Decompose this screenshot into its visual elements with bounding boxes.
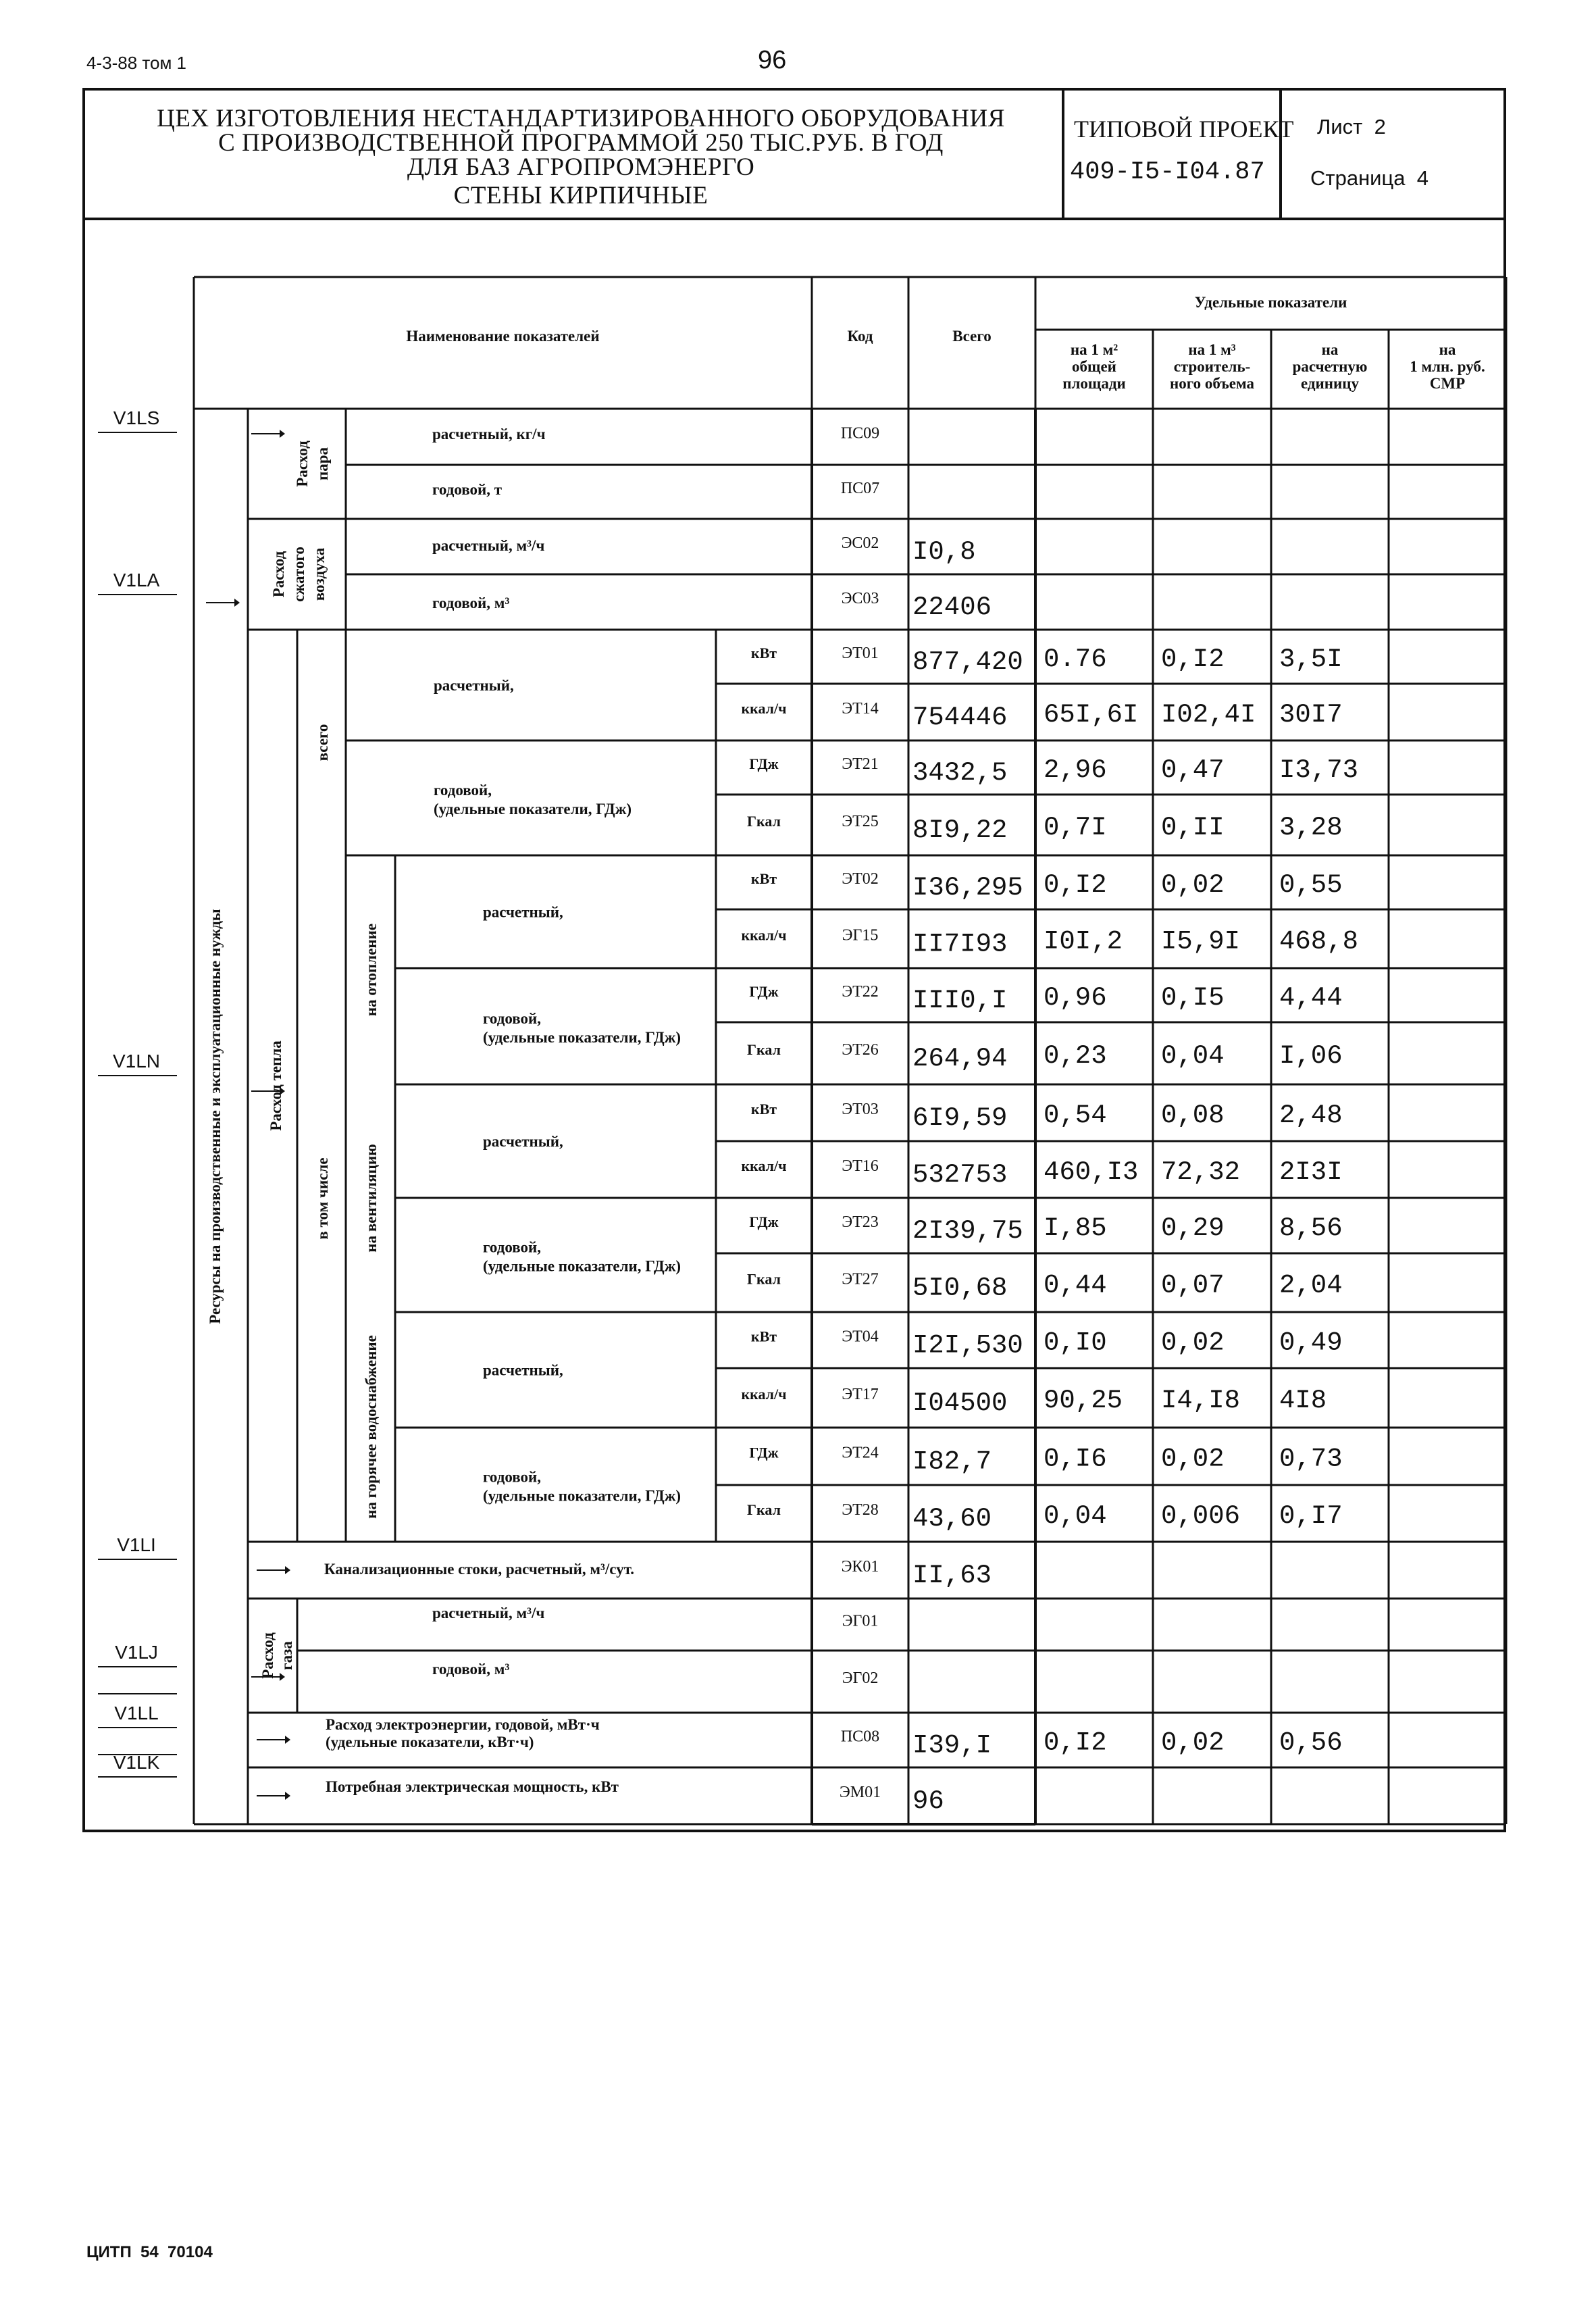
heating-label: на отопление <box>363 923 380 1017</box>
steam-calc-label: расчетный, кг/ч <box>432 426 546 443</box>
unit-cell: ккал/ч <box>741 1386 787 1403</box>
total-cell: 264,94 <box>912 1044 1008 1074</box>
per-volume-cell: 0,I2 <box>1161 645 1225 674</box>
code-cell: ЭС03 <box>841 590 879 607</box>
heat-total-label: всего <box>314 724 331 761</box>
total-cell: 754446 <box>912 703 1008 732</box>
per-volume-cell: 0,08 <box>1161 1101 1225 1130</box>
header-specific-sub: строитель- <box>1173 358 1251 375</box>
code-cell: ЭС02 <box>841 534 879 552</box>
per-unit-cell: 0,56 <box>1279 1728 1343 1758</box>
total-cell: 96 <box>912 1786 944 1816</box>
unit-cell: ГДж <box>749 1444 779 1461</box>
unit-cell: ГДж <box>749 983 779 1000</box>
per-unit-cell: 0,73 <box>1279 1444 1343 1474</box>
arrow-head <box>285 1792 290 1800</box>
per-volume-cell: 0,47 <box>1161 755 1225 785</box>
code-cell: ЭТ01 <box>842 645 879 662</box>
header-specific-sub: общей <box>1072 358 1116 375</box>
resources-label: Ресурсы на производственные и эксплуатационные нужды <box>207 909 224 1324</box>
per-unit-cell: 0,I7 <box>1279 1501 1343 1531</box>
year-note-label: (удельные показатели, ГДж) <box>434 801 632 818</box>
gas-group-label: газа <box>278 1641 295 1670</box>
header-specific-sub: на <box>1439 341 1456 358</box>
project-number: 409-I5-I04.87 <box>1070 158 1265 186</box>
unit-cell: Гкал <box>747 1041 781 1058</box>
total-cell: 8I9,22 <box>912 815 1008 845</box>
code-cell: ЭТ27 <box>842 1270 879 1288</box>
unit-cell: ГДж <box>749 755 779 772</box>
arrow-head <box>285 1736 290 1744</box>
per-volume-cell: 0,07 <box>1161 1270 1225 1301</box>
code-cell: ЭТ28 <box>842 1501 879 1519</box>
per-unit-cell: 3,28 <box>1279 813 1343 842</box>
header-total: Всего <box>952 328 992 345</box>
code-cell: ЭГ02 <box>842 1669 879 1687</box>
per-area-cell: 0,44 <box>1044 1270 1107 1301</box>
code-cell: ЭТ23 <box>842 1213 879 1231</box>
header-specific-sub: на <box>1321 341 1339 358</box>
code-cell: ЭТ26 <box>842 1041 879 1059</box>
side-label-v1ls: V1LS <box>113 407 160 428</box>
unit-cell: ккал/ч <box>741 926 787 944</box>
air-group-label: сжатого <box>290 547 307 602</box>
year-note-label: (удельные показатели, ГДж) <box>483 1257 681 1275</box>
code-cell: ЭМ01 <box>839 1784 881 1801</box>
per-area-cell: I0I,2 <box>1044 926 1123 957</box>
per-unit-cell: 4I8 <box>1279 1386 1327 1415</box>
side-label-v1lk: V1LK <box>113 1752 160 1773</box>
per-volume-cell: 0,02 <box>1161 1444 1225 1474</box>
side-label-v1lj: V1LJ <box>115 1642 158 1663</box>
code-cell: ЭТ02 <box>842 870 879 888</box>
per-unit-cell: 0,55 <box>1279 870 1343 900</box>
total-cell: 22406 <box>912 593 992 622</box>
header-specific-sub: расчетную <box>1292 358 1368 375</box>
total-cell: II,63 <box>912 1561 992 1590</box>
total-cell: 877,420 <box>912 647 1023 677</box>
per-area-cell: 0,23 <box>1044 1041 1107 1071</box>
per-area-cell: 460,I3 <box>1044 1157 1139 1187</box>
per-area-cell: 0,7I <box>1044 813 1107 842</box>
air-year-label: годовой, м³ <box>432 595 510 611</box>
total-cell: 532753 <box>912 1160 1008 1190</box>
per-area-cell: 0,I2 <box>1044 1728 1107 1758</box>
per-area-cell: 0,I0 <box>1044 1328 1107 1358</box>
header-specific-sub: СМР <box>1429 375 1466 392</box>
per-volume-cell: 0,02 <box>1161 870 1225 900</box>
header-specific-sub: ного объема <box>1170 375 1254 392</box>
total-cell: I04500 <box>912 1388 1008 1418</box>
per-area-cell: 2,96 <box>1044 755 1107 785</box>
unit-cell: кВт <box>750 645 777 661</box>
page-number: 96 <box>758 46 787 74</box>
year-label: годовой, <box>483 1468 542 1486</box>
total-cell: I39,I <box>912 1730 992 1761</box>
heat-group-label: Расход тепла <box>267 1040 284 1131</box>
per-volume-cell: I4,I8 <box>1161 1386 1241 1415</box>
per-volume-cell: 0,02 <box>1161 1728 1225 1758</box>
ventilation-label: на вентиляцию <box>363 1144 380 1253</box>
per-unit-cell: 2,04 <box>1279 1270 1343 1301</box>
per-volume-cell: 0,02 <box>1161 1328 1225 1358</box>
side-label-v1ln: V1LN <box>112 1051 161 1072</box>
side-label-v1la: V1LA <box>113 570 160 590</box>
total-cell: I36,295 <box>912 873 1023 903</box>
total-cell: I82,7 <box>912 1447 992 1477</box>
power-label: Потребная электрическая мощность, кВт <box>326 1778 619 1795</box>
unit-cell: кВт <box>750 1328 777 1345</box>
per-volume-cell: I02,4I <box>1161 700 1256 730</box>
steam-year-label: годовой, т <box>432 481 503 498</box>
title-line-1: ЦЕХ ИЗГОТОВЛЕНИЯ НЕСТАНДАРТИЗИРОВАННОГО ОБОРУДОВАНИЯ <box>157 105 1005 132</box>
per-unit-cell: 2,48 <box>1279 1101 1343 1130</box>
header-specific: Удельные показатели <box>1194 294 1347 311</box>
title-line-2: С ПРОИЗВОДСТВЕННОЙ ПРОГРАММОЙ 250 ТЫС.РУБ. В ГОД <box>218 129 944 157</box>
year-label: годовой, <box>483 1010 542 1027</box>
gas-group-label: Расход <box>259 1632 276 1679</box>
per-volume-cell: 0,04 <box>1161 1041 1225 1071</box>
total-cell: 6I9,59 <box>912 1103 1008 1133</box>
code-cell: ПС09 <box>840 424 880 443</box>
total-cell: II7I93 <box>912 929 1008 959</box>
calc-label: расчетный, <box>483 1133 563 1150</box>
calc-label: расчетный, <box>434 677 514 694</box>
arrow-head <box>280 430 285 438</box>
code-cell: ПС07 <box>840 480 880 497</box>
per-area-cell: 0,96 <box>1044 983 1107 1013</box>
project-label: ТИПОВОЙ ПРОЕКТ <box>1074 116 1294 143</box>
total-cell: III0,I <box>912 986 1008 1015</box>
title-line-3: ДЛЯ БАЗ АГРОПРОМЭНЕРГО <box>407 153 755 181</box>
arrow-head <box>234 599 240 607</box>
per-volume-cell: 0,006 <box>1161 1501 1241 1531</box>
code-cell: ЭТ14 <box>842 700 879 718</box>
title-line-4: СТЕНЫ КИРПИЧНЫЕ <box>453 182 709 209</box>
air-group-label: Расход <box>270 551 287 598</box>
air-group-label: воздуха <box>311 547 328 601</box>
total-cell: 2I39,75 <box>912 1216 1023 1246</box>
per-unit-cell: 8,56 <box>1279 1213 1343 1243</box>
per-unit-cell: 4,44 <box>1279 983 1343 1013</box>
air-calc-label: расчетный, м³/ч <box>432 537 545 554</box>
document-reference: 4-3-88 том 1 <box>86 53 187 73</box>
unit-cell: кВт <box>750 870 777 887</box>
code-cell: ЭТ25 <box>842 813 879 830</box>
code-cell: ПС08 <box>840 1728 880 1746</box>
header-code: Код <box>847 328 873 345</box>
per-unit-cell: 2I3I <box>1279 1157 1343 1187</box>
per-unit-cell: 3,5I <box>1279 645 1343 674</box>
per-unit-cell: I3,73 <box>1279 755 1359 785</box>
arrow-head <box>285 1566 290 1574</box>
calc-label: расчетный, <box>483 1361 563 1379</box>
code-cell: ЭТ04 <box>842 1328 879 1346</box>
calc-label: расчетный, <box>483 903 563 921</box>
per-area-cell: 65I,6I <box>1044 700 1139 730</box>
unit-cell: ккал/ч <box>741 700 787 717</box>
electricity-note-label: (удельные показатели, кВт·ч) <box>326 1734 534 1751</box>
year-note-label: (удельные показатели, ГДж) <box>483 1487 681 1505</box>
unit-cell: ккал/ч <box>741 1157 787 1174</box>
steam-group-label: Расход <box>294 441 311 487</box>
per-volume-cell: I5,9I <box>1161 926 1241 957</box>
footer-code: ЦИТП 54 70104 <box>86 2243 213 2261</box>
header-specific-sub: площади <box>1062 375 1126 392</box>
code-cell: ЭТ16 <box>842 1157 879 1175</box>
per-unit-cell: 30I7 <box>1279 700 1343 730</box>
header-specific-sub: на 1 м² <box>1070 341 1118 358</box>
gas-calc-label: расчетный, м³/ч <box>432 1605 545 1621</box>
code-cell: ЭТ24 <box>842 1444 879 1462</box>
total-cell: 5I0,68 <box>912 1273 1008 1303</box>
code-cell: ЭТ03 <box>842 1101 879 1118</box>
unit-cell: Гкал <box>747 813 781 830</box>
unit-cell: Гкал <box>747 1501 781 1518</box>
sheet-number: Лист 2 <box>1317 115 1386 139</box>
per-volume-cell: 0,I5 <box>1161 983 1225 1013</box>
total-cell: 43,60 <box>912 1504 992 1534</box>
per-area-cell: 0,I6 <box>1044 1444 1107 1474</box>
code-cell: ЭТ21 <box>842 755 879 773</box>
page-in-set: Страница 4 <box>1310 166 1428 190</box>
total-cell: 3432,5 <box>912 758 1008 788</box>
header-specific-sub: на 1 м³ <box>1188 341 1236 358</box>
header-specific-sub: единицу <box>1300 375 1360 392</box>
unit-cell: Гкал <box>747 1270 781 1288</box>
year-label: годовой, <box>483 1238 542 1256</box>
per-area-cell: 0.76 <box>1044 645 1107 674</box>
electricity-label: Расход электроэнергии, годовой, мВт·ч <box>326 1716 600 1733</box>
header-name: Наименование показателей <box>406 328 600 345</box>
per-unit-cell: I,06 <box>1279 1041 1343 1071</box>
sewage-label: Канализационные стоки, расчетный, м³/сут. <box>324 1561 635 1578</box>
side-label-v1li: V1LI <box>117 1534 156 1555</box>
per-unit-cell: 468,8 <box>1279 926 1359 957</box>
code-cell: ЭГ01 <box>842 1612 879 1630</box>
per-unit-cell: 0,49 <box>1279 1328 1343 1358</box>
code-cell: ЭТ22 <box>842 983 879 1001</box>
year-label: годовой, <box>434 782 492 799</box>
unit-cell: ГДж <box>749 1213 779 1230</box>
code-cell: ЭТ17 <box>842 1386 879 1403</box>
hot-water-label: на горячее водоснабжение <box>363 1335 380 1519</box>
total-cell: I2I,530 <box>912 1330 1023 1361</box>
code-cell: ЭГ15 <box>842 926 879 945</box>
per-area-cell: 0,04 <box>1044 1501 1107 1531</box>
per-area-cell: 0,I2 <box>1044 870 1107 900</box>
gas-year-label: годовой, м³ <box>432 1661 510 1678</box>
unit-cell: кВт <box>750 1101 777 1117</box>
per-area-cell: 0,54 <box>1044 1101 1107 1130</box>
per-volume-cell: 0,II <box>1161 813 1225 842</box>
arrow-head <box>280 1673 285 1681</box>
per-area-cell: I,85 <box>1044 1213 1107 1243</box>
total-cell: I0,8 <box>912 537 976 567</box>
code-cell: ЭК01 <box>841 1558 879 1576</box>
per-volume-cell: 0,29 <box>1161 1213 1225 1243</box>
table-text <box>113 294 1485 1816</box>
side-label-v1ll: V1LL <box>114 1703 159 1724</box>
per-area-cell: 90,25 <box>1044 1386 1123 1415</box>
header-specific-sub: 1 млн. руб. <box>1410 358 1485 375</box>
steam-group-label: пара <box>314 447 331 481</box>
heat-including-label: в том числе <box>314 1157 331 1240</box>
year-note-label: (удельные показатели, ГДж) <box>483 1029 681 1046</box>
per-volume-cell: 72,32 <box>1161 1157 1241 1187</box>
